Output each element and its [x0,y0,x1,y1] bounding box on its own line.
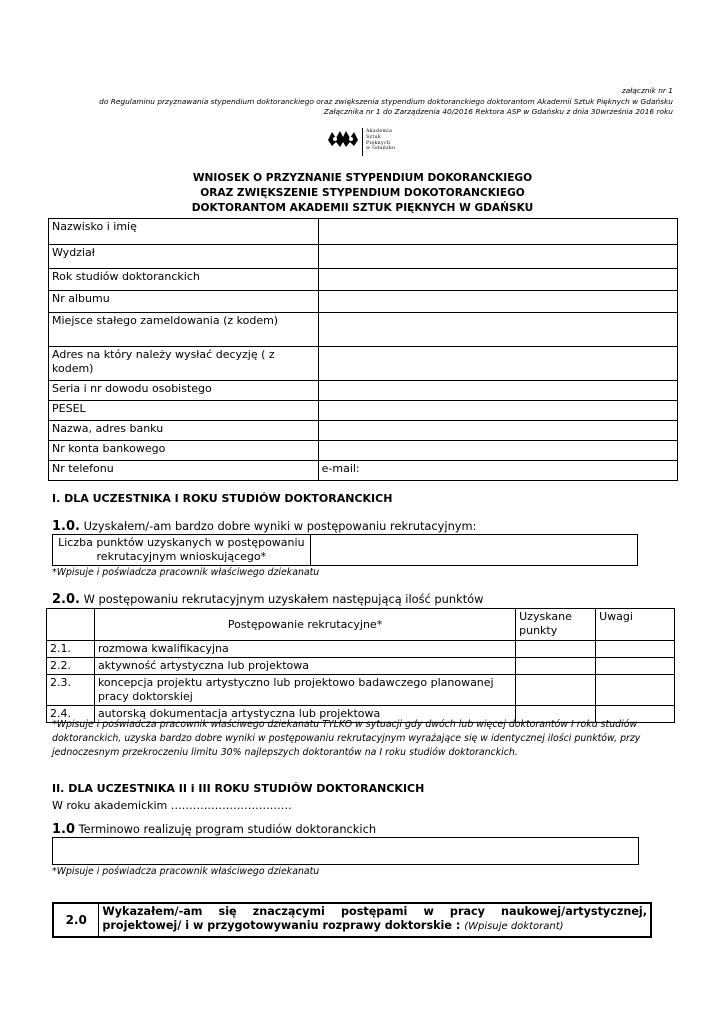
academic-year-line: W roku akademickim …………………………… [52,799,292,812]
table-row [49,269,678,291]
name-field[interactable] [318,219,677,245]
section-2-2-text: Wykazałem/-am się znaczącymi postępami w pracy naukowej/artystycznej, projektowej/ i w przygotowywaniu rozprawy doktorskie : (Wpisuje doktorant) [99,903,651,937]
bank-field[interactable] [318,421,677,441]
ordinance-reference: Załącznika nr 1 do Zarządzenia 40/2016 Rektora ASP w Gdańsku z dnia 30września 2016 roku [323,107,673,116]
recruitment-points-field[interactable] [310,535,637,566]
regulation-reference: do Regulaminu przyznawania stypendium doktoranckiego oraz zwiększenia stypendium doktoranckiego doktorantom Akademii Sztuk Pięknych w Gdańsku [99,97,673,106]
field-label: Wydział [49,245,319,269]
field-label: Nazwa, adres banku [49,421,319,441]
section-2-2-number: 2.0 [53,903,99,937]
table-row [49,461,678,481]
tie-break-note: *Wpisuje i poświadcza pracownik właściwego dziekanatu TYLKO w sytuacji gdy dwóch lub więcej doktorantów I roku studiów doktoranckich, uzyska bardzo dobre wyniki w postępowaniu rekrutacyjnym wyrażające się w identycznej ilości punktów, przy jednoczesnym przekroczeniu limitu 30% najlepszych doktorantów na I roku studiów doktoranckich. [52,719,641,758]
academy-name: Akademia Sztuk Pięknych w Gdańsku [366,129,396,152]
study-year-field[interactable] [318,269,677,291]
field-label: Rok studiów doktoranckich [49,269,319,291]
program-realization-field[interactable] [52,837,639,865]
remarks-cell[interactable] [596,658,675,675]
field-label: Seria i nr dowodu osobistego [49,381,319,401]
table-row [49,347,678,381]
table-row [49,441,678,461]
dean-office-note-2: *Wpisuje i poświadcza pracownik właściwego dziekanatu [52,866,320,877]
column-header-procedure: Postępowanie rekrutacyjne* [94,609,515,641]
table-row [49,219,678,245]
academy-emblem-icon [326,128,360,150]
points-cell[interactable] [516,675,596,706]
row-label: rozmowa kwalifikacyjna [94,641,515,658]
table-row [53,535,638,566]
faculty-field[interactable] [318,245,677,269]
row-number: 2.2. [47,658,95,675]
section-1-heading: I. DLA UCZESTNIKA I ROKU STUDIÓW DOKTORANCKICH [52,492,393,505]
field-label: Nazwisko i imię [49,219,319,245]
personal-data-table [48,218,678,481]
row-number: 2.3. [47,675,95,706]
points-cell[interactable] [516,658,596,675]
residence-field[interactable] [318,313,677,347]
recruitment-breakdown-table [46,608,675,723]
field-label: Nr albumu [49,291,319,313]
column-header-points: Uzyskane punkty [516,609,596,641]
table-header-row [47,609,675,641]
table-row [49,381,678,401]
section-2-1-heading: 1.0 Terminowo realizuję program studiów doktoranckich [52,822,377,837]
bank-account-field[interactable] [318,441,677,461]
table-row [53,903,651,937]
id-number-field[interactable] [318,381,677,401]
row-number: 2.4. [47,706,95,723]
table-row [49,313,678,347]
academy-logo [326,128,426,158]
progress-declaration-table [52,902,652,938]
row-label: koncepcja projektu artystyczno lub projektowo badawczego planowanej pracy doktorskiej [94,675,515,706]
section-2-heading: II. DLA UCZESTNIKA II i III ROKU STUDIÓW DOKTORANCKICH [52,782,425,795]
email-field[interactable]: e-mail: [318,461,677,481]
field-label: Nr konta bankowego [49,441,319,461]
row-number: 2.1. [47,641,95,658]
table-row [49,421,678,441]
table-row [49,401,678,421]
mailing-address-field[interactable] [318,347,677,381]
field-label: PESEL [49,401,319,421]
album-number-field[interactable] [318,291,677,313]
recruitment-points-label: Liczba punktów uzyskanych w postępowaniu rekrutacyjnym wnioskującego* [53,535,311,566]
column-header-remarks: Uwagi [596,609,675,641]
section-1-1-heading: 1.0. Uzyskałem/-am bardzo dobre wyniki w postępowaniu rekrutacyjnym: [52,519,477,534]
attachment-label: załącznik nr 1 [621,86,673,95]
recruitment-points-table [52,534,638,566]
form-title-line1: WNIOSEK O PRZYZNANIE STYPENDIUM DOKORANCKIEGO [192,172,533,184]
points-cell[interactable] [516,641,596,658]
pesel-field[interactable] [318,401,677,421]
field-label: Adres na który należy wysłać decyzję ( z kodem) [49,347,319,381]
dean-office-note: *Wpisuje i poświadcza pracownik właściwego dziekanatu [52,567,320,578]
table-row [47,658,675,675]
remarks-cell[interactable] [596,675,675,706]
field-label: Miejsce stałego zameldowania (z kodem) [49,313,319,347]
field-label: Nr telefonu [49,461,319,481]
remarks-cell[interactable] [596,641,675,658]
table-row [47,641,675,658]
form-title-line3: DOKTORANTOM AKADEMII SZTUK PIĘKNYCH W GDAŃSKU [191,202,534,214]
table-row [49,291,678,313]
table-row [47,675,675,706]
row-label: autorską dokumentacja artystyczna lub projektowa [94,706,515,723]
row-label: aktywność artystyczna lub projektowa [94,658,515,675]
form-title-line2: ORAZ ZWIĘKSZENIE STYPENDIUM DOKOTORANCKIEGO [200,187,525,199]
section-1-2-heading: 2.0. W postępowaniu rekrutacyjnym uzyskałem następującą ilość punktów [52,592,484,607]
table-row [49,245,678,269]
